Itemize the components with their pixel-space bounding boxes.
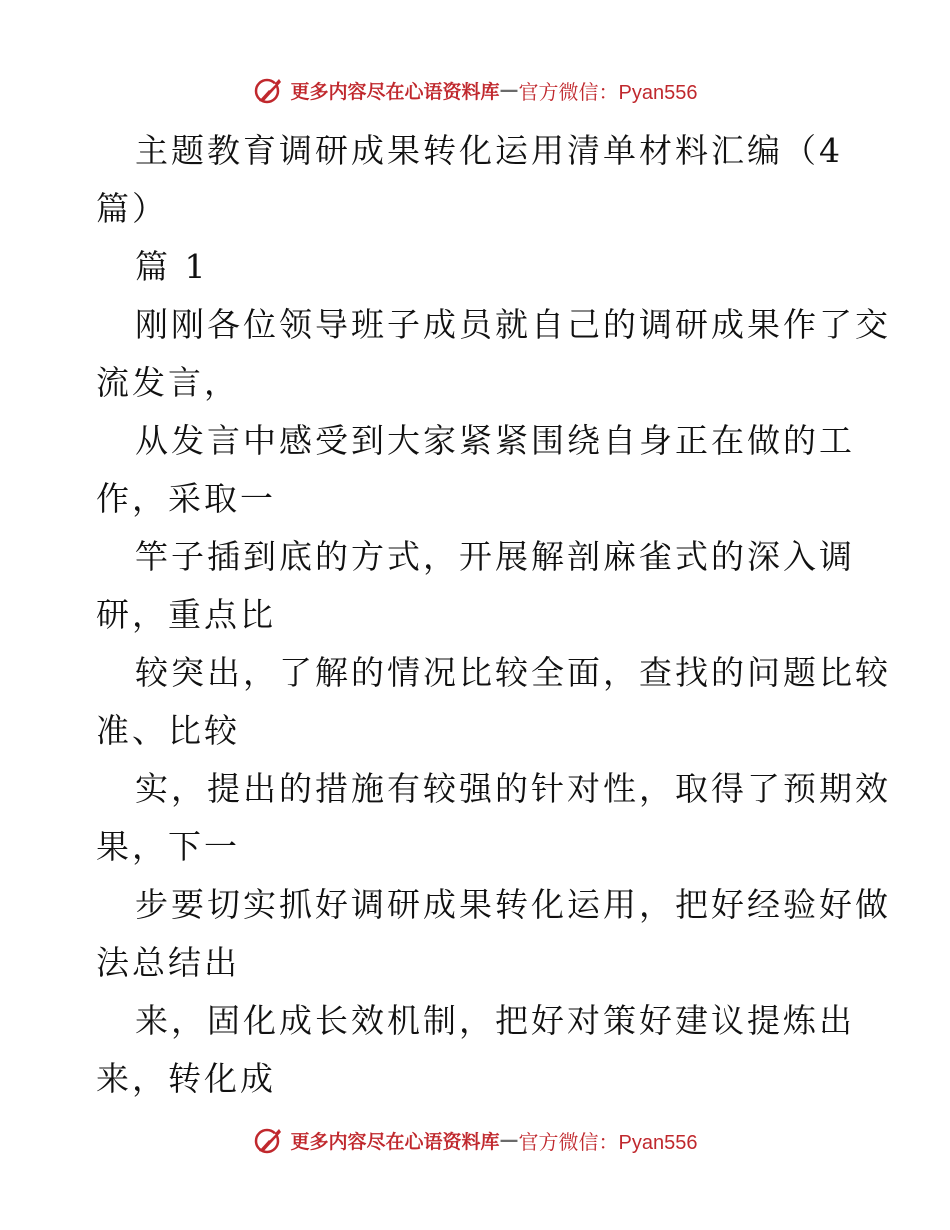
header-watermark [0, 70, 950, 110]
quill-pen-logo-icon [253, 74, 285, 106]
paragraph-line: 刚刚各位领导班子成员就自己的调研成果作了交 [135, 305, 891, 344]
watermark-contact: 官方微信：Pyan556 [518, 1131, 698, 1154]
quill-pen-logo-icon [253, 1124, 285, 1156]
watermark-separator: — [499, 79, 519, 101]
paragraph-line: 步要切实抓好调研成果转化运用，把好经验好做 [135, 885, 891, 924]
paragraph-line: 竿子插到底的方式，开展解剖麻雀式的深入调 [135, 537, 855, 576]
paragraph-line: 来，固化成长效机制，把好对策好建议提炼出 [135, 1001, 855, 1040]
watermark-separator: — [499, 1129, 519, 1151]
paragraph-line: 研，重点比 [96, 595, 276, 634]
paragraph-line: 流发言， [96, 363, 240, 402]
watermark-contact: 官方微信：Pyan556 [518, 81, 698, 104]
doc-title-line-1: 主题教育调研成果转化运用清单材料汇编（4 [135, 131, 843, 170]
paragraph-line: 较突出，了解的情况比较全面，查找的问题比较 [135, 653, 891, 692]
paragraph-line: 果，下一 [96, 827, 240, 866]
paragraph-line: 准、比较 [96, 711, 240, 750]
watermark-brand: 更多内容尽在心语资料库 [290, 1130, 500, 1153]
doc-title-line-2: 篇） [96, 189, 168, 228]
paragraph-line: 作，采取一 [96, 479, 276, 518]
watermark-brand: 更多内容尽在心语资料库 [290, 80, 500, 103]
section-heading: 篇 1 [135, 247, 209, 286]
paragraph-line: 从发言中感受到大家紧紧围绕自身正在做的工 [135, 421, 855, 460]
document-body [96, 122, 891, 1108]
paragraph-line: 实，提出的措施有较强的针对性，取得了预期效 [135, 769, 891, 808]
footer-watermark [0, 1120, 950, 1160]
paragraph-line: 法总结出 [96, 943, 240, 982]
paragraph-line: 来，转化成 [96, 1059, 276, 1098]
